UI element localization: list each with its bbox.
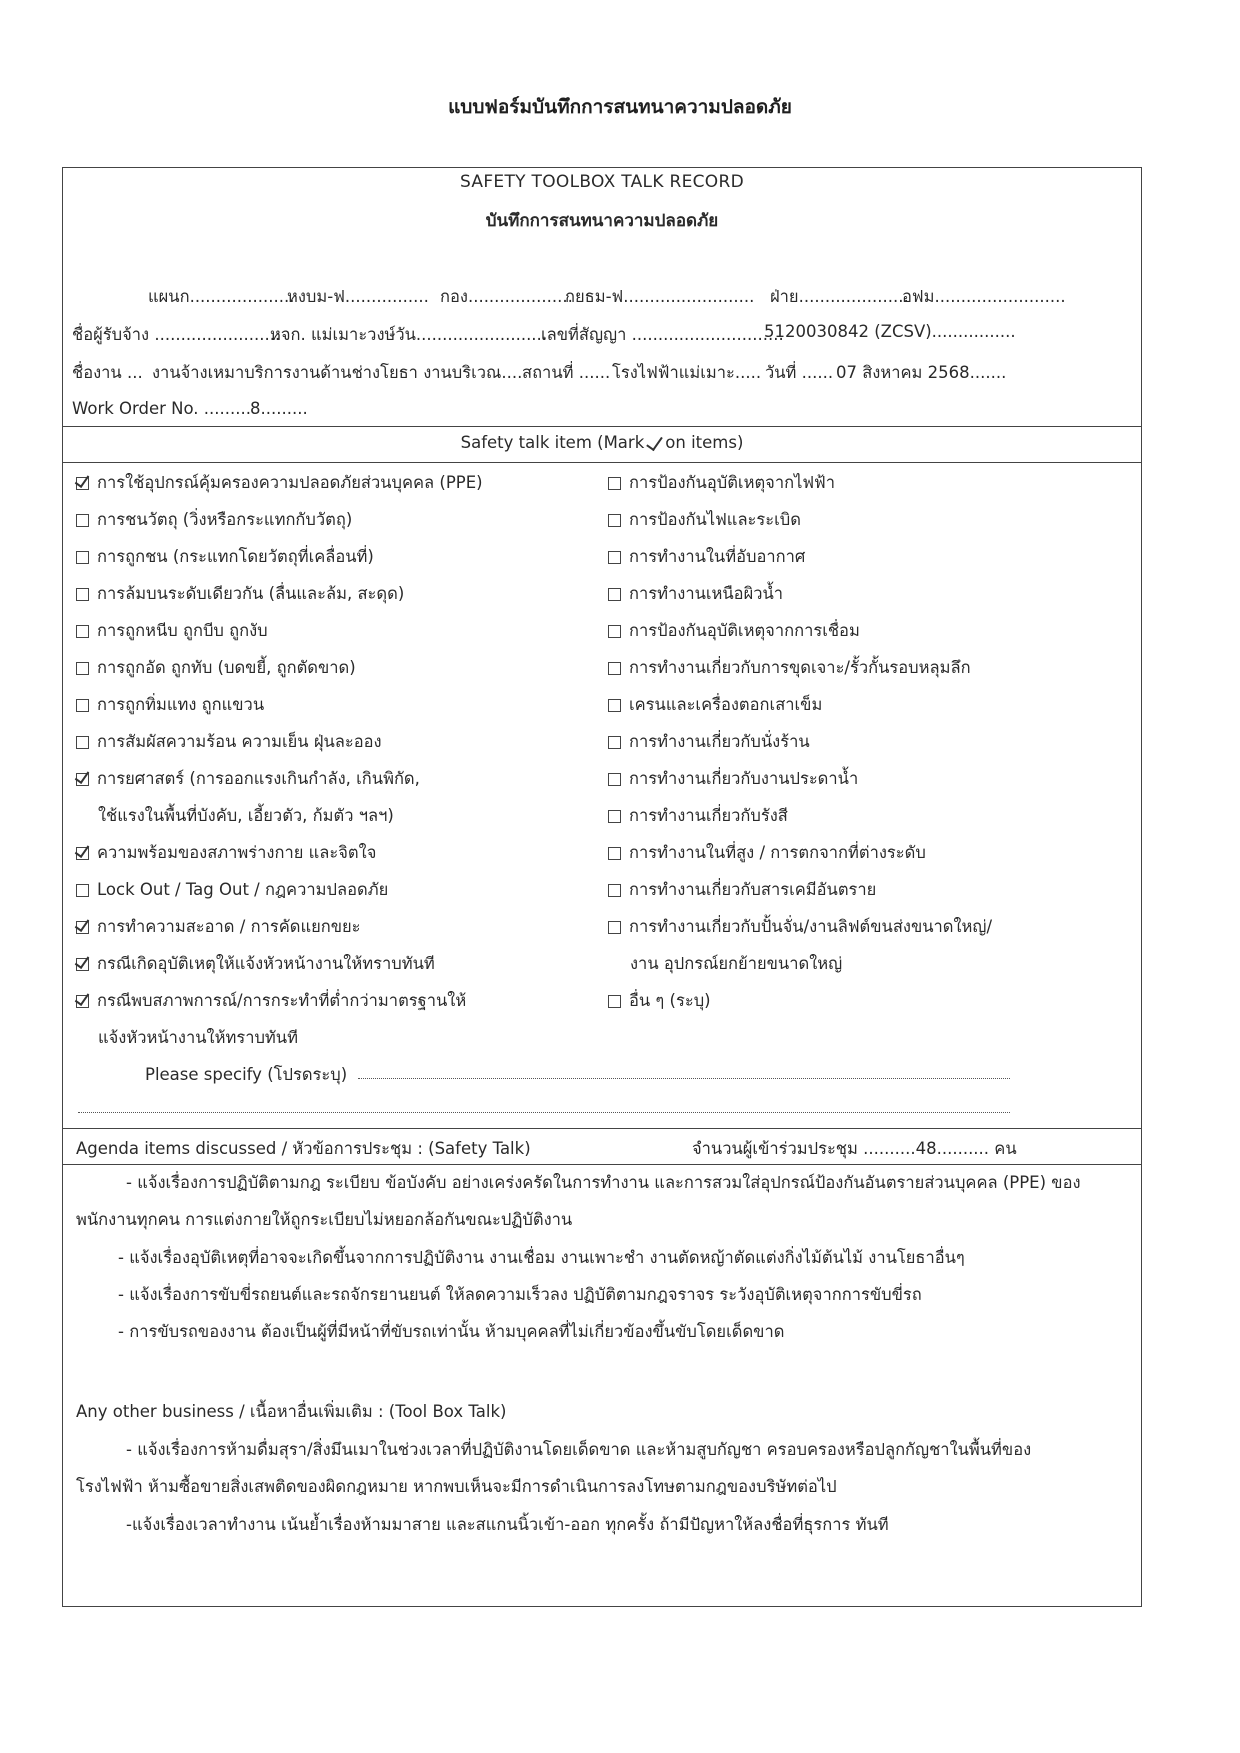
checklist-item[interactable]: [608, 507, 801, 533]
checked-box-icon[interactable]: [76, 958, 89, 971]
checklist-item[interactable]: [608, 692, 822, 718]
other-business-paragraph: โรงไฟฟ้า ห้ามซื้อขายสิ่งเสพติดของผิดกฎหมาย หากพบเห็นจะมีการดำเนินการลงโทษตามกฎของบริษัทต่อไป: [76, 1477, 837, 1496]
checklist-item[interactable]: [76, 877, 388, 903]
page-title: แบบฟอร์มบันทึกการสนทนาความปลอดภัย: [448, 96, 792, 118]
form-title-th: บันทึกการสนทนาความปลอดภัย: [485, 211, 719, 231]
checklist-item[interactable]: [608, 729, 810, 755]
place-label: สถานที่ ......: [522, 363, 611, 382]
attendees-unit: .......... คน: [936, 1139, 1017, 1158]
checklist-item-label: การถูกชน (กระแทกโดยวัตถุที่เคลื่อนที่): [97, 547, 374, 566]
checklist-item-continuation: ใช้แรงในพื้นที่บังคับ, เอี้ยวตัว, ก้มตัว ฯลฯ): [98, 806, 394, 825]
divider-line: [62, 462, 1142, 463]
checklist-item-label: การใช้อุปกรณ์คุ้มครองความปลอดภัยส่วนบุคคล (PPE): [97, 473, 483, 492]
checklist-item-label: การทำงานเกี่ยวกับสารเคมีอันตราย: [629, 880, 877, 899]
checklist-item-label: การทำงานในที่อับอากาศ: [629, 547, 806, 566]
checklist-item[interactable]: [608, 877, 876, 903]
divider-line: [62, 426, 1142, 427]
checkbox-icon[interactable]: [608, 995, 621, 1008]
checklist-item-label: กรณีเกิดอุบัติเหตุให้แจ้งหัวหน้างานให้ทราบทันที: [97, 954, 435, 973]
checklist-item-label: การทำงานเกี่ยวกับนั่งร้าน: [629, 732, 810, 751]
checkbox-icon[interactable]: [608, 921, 621, 934]
checklist-item[interactable]: [76, 766, 420, 792]
other-business-paragraph: -แจ้งเรื่องเวลาทำงาน เน้นย้ำเรื่องห้ามมาสาย และสแกนนิ้วเข้า-ออก ทุกครั้ง ถ้ามีปัญหาให้ลงชื่อที่ธุรการ ทันที: [126, 1515, 889, 1534]
checkbox-icon[interactable]: [76, 884, 89, 897]
checkbox-icon[interactable]: [76, 551, 89, 564]
checklist-item[interactable]: [76, 470, 483, 496]
checklist-item[interactable]: [76, 951, 435, 977]
contractor-value: หจก. แม่เมาะวงษ์วัน.........................: [270, 325, 548, 344]
checklist-item[interactable]: [608, 766, 858, 792]
checklist-item[interactable]: [76, 840, 376, 866]
specify-dotted-line-2: [78, 1112, 1010, 1113]
dept-value: หงบม-ฟ................: [287, 287, 429, 306]
job-label: ชื่องาน ...: [72, 363, 143, 382]
specify-dotted-line: [358, 1078, 1010, 1079]
checklist-item-continuation: แจ้งหัวหน้างานให้ทราบทันที: [98, 1028, 298, 1047]
checklist-item-label: การยศาสตร์ (การออกแรงเกินกำลัง, เกินพิกัด,: [97, 769, 420, 788]
checklist-item[interactable]: [76, 618, 268, 644]
checklist-item[interactable]: [608, 914, 992, 940]
attendees-value: 48: [915, 1139, 937, 1158]
checklist-item-continuation: งาน อุปกรณ์ยกย้ายขนาดใหญ่: [630, 954, 843, 973]
checklist-item[interactable]: [608, 803, 788, 829]
checklist-item-label: การทำงานเหนือผิวน้ำ: [629, 584, 784, 603]
checkbox-icon[interactable]: [608, 514, 621, 527]
checked-box-icon[interactable]: [76, 477, 89, 490]
dept-label: แผนก....................: [148, 287, 295, 306]
checklist-item-label: การทำความสะอาด / การคัดแยกขยะ: [97, 917, 361, 936]
attendees-label: จำนวนผู้เข้าร่วมประชุม ..........: [692, 1139, 916, 1158]
checklist-item-label: การถูกหนีบ ถูกบีบ ถูกงับ: [97, 621, 268, 640]
checklist-item[interactable]: [76, 655, 356, 681]
checkbox-icon[interactable]: [608, 884, 621, 897]
work-order-value: 8.........: [250, 399, 308, 418]
date-label: วันที่ ......: [765, 363, 834, 382]
please-specify-label: Please specify (โปรดระบุ): [145, 1065, 348, 1084]
checklist-item[interactable]: [608, 581, 783, 607]
other-business-label: Any other business / เนื้อหาอื่นเพิ่มเติม : (Tool Box Talk): [76, 1402, 507, 1421]
other-business-paragraph: - แจ้งเรื่องการห้ามดื่มสุรา/สิ่งมึนเมาในช่วงเวลาที่ปฏิบัติงานโดยเด็ดขาด และห้ามสูบกัญชา ครอบครองหรือปลูกกัญชาในพื้นที่ของ: [126, 1440, 1032, 1459]
checklist-item-label: การล้มบนระดับเดียวกัน (ลื่นและล้ม, สะดุด): [97, 584, 405, 603]
agenda-paragraph: - แจ้งเรื่องการปฏิบัติตามกฎ ระเบียบ ข้อบังคับ อย่างเคร่งครัดในการทำงาน และการสวมใส่อุปกรณ์ป้องกันอันตรายส่วนบุคคล (PPE) ของ: [126, 1173, 1081, 1192]
checkbox-icon[interactable]: [76, 699, 89, 712]
checklist-item[interactable]: [76, 692, 264, 718]
checklist-item[interactable]: [76, 988, 466, 1014]
checkbox-icon[interactable]: [76, 625, 89, 638]
attendees-count: [692, 1136, 1017, 1162]
place-value: โรงไฟฟ้าแม่เมาะ.....: [612, 363, 762, 382]
form-title-en: SAFETY TOOLBOX TALK RECORD: [460, 172, 744, 192]
checkbox-icon[interactable]: [76, 588, 89, 601]
checklist-item-label: กรณีพบสภาพการณ์/การกระทำที่ต่ำกว่ามาตรฐานให้: [97, 991, 467, 1010]
agenda-paragraph: - แจ้งเรื่องอุบัติเหตุที่อาจจะเกิดขึ้นจากการปฏิบัติงาน งานเชื่อม งานเพาะชำ งานตัดหญ้าตัดแต่งกิ่งไม้ต้นไม้ งานโยธาอื่นๆ: [118, 1248, 965, 1267]
checklist-item-label: การทำงานในที่สูง / การตกจากที่ต่างระดับ: [629, 843, 926, 862]
checkbox-icon[interactable]: [608, 810, 621, 823]
checked-box-icon[interactable]: [76, 995, 89, 1008]
checklist-item-label: การป้องกันอุบัติเหตุจากไฟฟ้า: [629, 473, 836, 492]
checkbox-icon[interactable]: [608, 551, 621, 564]
checked-box-icon[interactable]: [76, 773, 89, 786]
checkbox-icon[interactable]: [608, 773, 621, 786]
checklist-item[interactable]: [608, 544, 805, 570]
checklist-item-label: การทำงานเกี่ยวกับรังสี: [629, 806, 788, 825]
checklist-item[interactable]: [76, 507, 352, 533]
checkbox-icon[interactable]: [76, 514, 89, 527]
checklist-item-label: Lock Out / Tag Out / กฎความปลอดภัย: [97, 880, 389, 899]
division-label: กอง....................: [440, 287, 573, 306]
checkbox-icon[interactable]: [608, 625, 621, 638]
checkbox-icon[interactable]: [608, 847, 621, 860]
agenda-label: Agenda items discussed / หัวข้อการประชุม : (Safety Talk): [76, 1139, 531, 1158]
checklist-item-label: อื่น ๆ (ระบุ): [629, 991, 711, 1010]
checklist-item[interactable]: [608, 840, 926, 866]
section-label: ฝ่าย.....................: [770, 287, 909, 306]
safety-items-header: [62, 433, 1142, 452]
checklist-item-label: เครนและเครื่องตอกเสาเข็ม: [629, 695, 823, 714]
work-order-label: Work Order No. .........: [72, 399, 252, 418]
checklist-item[interactable]: [76, 544, 374, 570]
division-value: กยธม-ฟ.........................: [565, 287, 755, 306]
checklist-item-label: การทำงานเกี่ยวกับปั้นจั่น/งานลิฟต์ขนส่งขนาดใหญ่/: [629, 917, 993, 936]
checklist-item[interactable]: [608, 618, 860, 644]
safety-items-header-suffix: on items): [665, 433, 744, 452]
checklist-item-label: การป้องกันอุบัติเหตุจากการเชื่อม: [629, 621, 860, 640]
checked-box-icon[interactable]: [76, 921, 89, 934]
checklist-item-label: การทำงานเกี่ยวกับการขุดเจาะ/รั้วกั้นรอบหลุมลึก: [629, 658, 971, 677]
safety-items-header-prefix: Safety talk item (Mark: [460, 433, 645, 452]
checklist-item-label: การป้องกันไฟและระเบิด: [629, 510, 801, 529]
checklist-item[interactable]: [608, 988, 711, 1014]
checklist-item-label: การทำงานเกี่ยวกับงานประดาน้ำ: [629, 769, 859, 788]
checkbox-icon[interactable]: [76, 662, 89, 675]
checkbox-icon[interactable]: [608, 588, 621, 601]
checklist-item[interactable]: [608, 470, 835, 496]
checklist-item[interactable]: [76, 581, 404, 607]
checkbox-icon[interactable]: [608, 736, 621, 749]
divider-line: [62, 1128, 1142, 1129]
agenda-paragraph: - แจ้งเรื่องการขับขี่รถยนต์และรถจักรยานยนต์ ให้ลดความเร็วลง ปฏิบัติตามกฎจราจร ระวังอุบัติเหตุจากการขับขี่รถ: [118, 1285, 922, 1304]
date-value: 07 สิงหาคม 2568.......: [836, 363, 1007, 382]
checkbox-icon[interactable]: [608, 662, 621, 675]
checklist-item-label: ความพร้อมของสภาพร่างกาย และจิตใจ: [97, 843, 377, 862]
checklist-item-label: การชนวัตถุ (วิ่งหรือกระแทกกับวัตถุ): [97, 510, 353, 529]
checkbox-icon[interactable]: [76, 736, 89, 749]
contractor-label: ชื่อผู้รับจ้าง ........................: [72, 325, 281, 344]
job-value: งานจ้างเหมาบริการงานด้านช่างโยธา งานบริเวณ....: [152, 363, 523, 382]
agenda-paragraph: พนักงานทุกคน การแต่งกายให้ถูกระเบียบไม่หยอกล้อกันขณะปฏิบัติงาน: [76, 1210, 573, 1229]
checked-box-icon[interactable]: [76, 847, 89, 860]
checklist-item-label: การถูกอัด ถูกทับ (บดขยี้, ถูกตัดขาด): [97, 658, 356, 677]
checklist-item[interactable]: [76, 914, 361, 940]
checklist-item[interactable]: [76, 729, 382, 755]
check-mark-icon: [646, 433, 663, 451]
checkbox-icon[interactable]: [608, 477, 621, 490]
checklist-item-label: การสัมผัสความร้อน ความเย็น ฝุ่นละออง: [97, 732, 382, 751]
agenda-paragraph: - การขับรถของงาน ต้องเป็นผู้ที่มีหน้าที่ขับรถเท่านั้น ห้ามบุคคลที่ไม่เกี่ยวข้องขึ้นขับโดยเด็ดขาด: [118, 1322, 785, 1341]
checklist-item-label: การถูกทิ่มแทง ถูกแขวน: [97, 695, 265, 714]
section-value: อฟม.........................: [902, 287, 1066, 306]
contract-value: 5120030842 (ZCSV)................: [764, 322, 1016, 341]
checklist-item[interactable]: [608, 655, 971, 681]
checkbox-icon[interactable]: [608, 699, 621, 712]
contract-label: เลขที่สัญญา .............................: [541, 325, 784, 344]
